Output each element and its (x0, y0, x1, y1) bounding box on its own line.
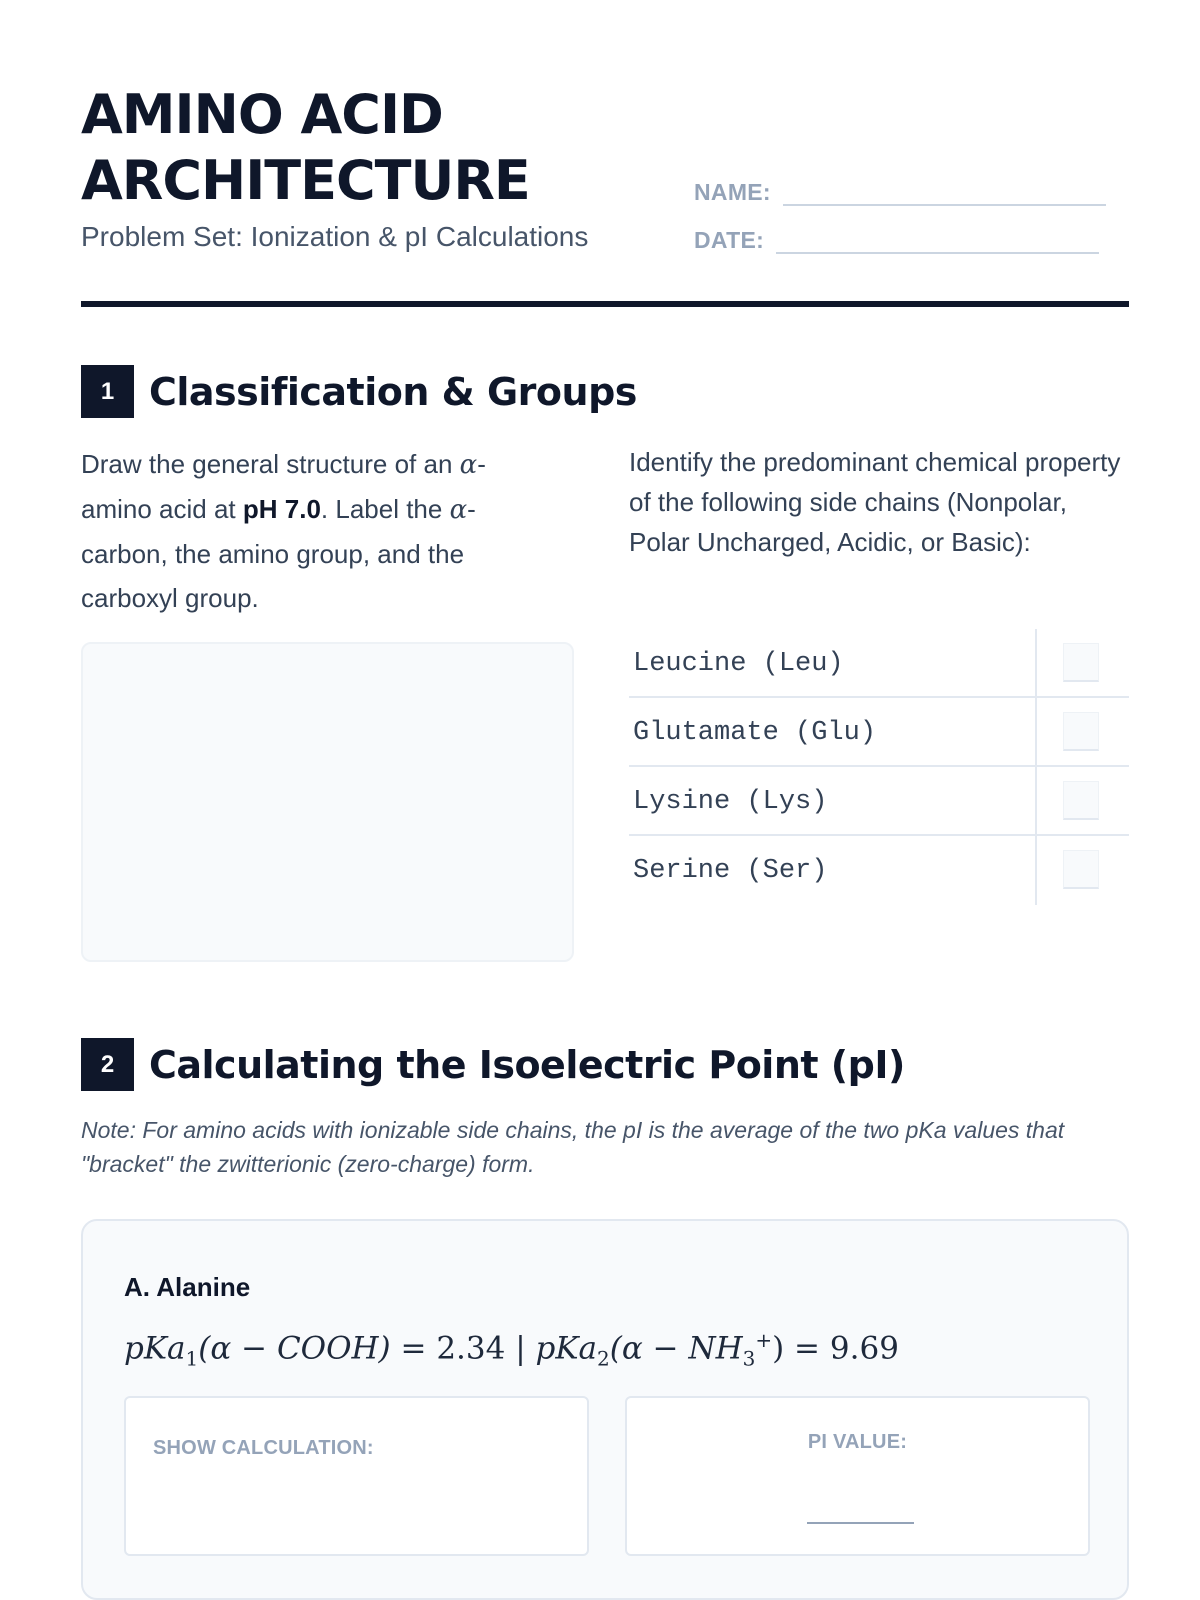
answer-box[interactable] (1063, 781, 1099, 820)
date-write-line[interactable] (776, 234, 1099, 254)
name-write-line[interactable] (783, 186, 1106, 206)
table-row (629, 629, 1129, 698)
table-row (629, 698, 1129, 767)
column-divider (1035, 629, 1037, 696)
title-line-2: ARCHITECTURE (81, 149, 530, 212)
date-label: DATE: (694, 227, 765, 253)
header-divider (81, 301, 1129, 307)
pka2-group: (α − NH (609, 1330, 743, 1367)
amino-acid-name: Leucine (Leu) (633, 649, 844, 679)
name-label: NAME: (694, 179, 771, 205)
side-chain-instruction: Identify the predominant chemical property of the following side chains (Nonpolar, Polar Uncharged, Acidic, or Basic): (629, 447, 1121, 557)
pka1-value: 2.34 (436, 1330, 506, 1367)
alpha-symbol: α (449, 495, 468, 525)
title-line-1: AMINO ACID (81, 83, 443, 146)
calculation-label: SHOW CALCULATION: (153, 1437, 374, 1459)
section-2-header (81, 1038, 905, 1091)
ph-value: pH 7.0 (242, 494, 321, 524)
column-divider (1035, 767, 1037, 834)
alpha-symbol: α (459, 450, 478, 480)
name-field (694, 179, 1106, 206)
structure-instruction: Draw the general structure of an α-amino acid at pH 7.0. Label the α-carbon, the amino group, and the carboxyl group. (81, 449, 486, 613)
answer-box[interactable] (1063, 850, 1099, 889)
page-title (81, 82, 530, 214)
problem-card-alanine (81, 1219, 1129, 1600)
pka-formula: pKa$_1$(α − COOH) = 2.34 | $pKa_2(\alpha - NH_3^+) = 9.69$ (124, 1328, 899, 1371)
table-row (629, 836, 1129, 905)
pka2-value: 9.69 (829, 1330, 899, 1367)
pi-value-label: PI VALUE: (807, 1431, 908, 1453)
pi-answer-line[interactable] (807, 1522, 914, 1524)
table-row (629, 767, 1129, 836)
amino-acid-name: Serine (Ser) (633, 856, 828, 886)
section-2-number: 2 (81, 1038, 134, 1091)
column-divider (1035, 698, 1037, 765)
section-1-number: 1 (81, 365, 134, 418)
section-1-header (81, 365, 637, 418)
amino-acid-name: Lysine (Lys) (633, 787, 828, 817)
column-divider (1035, 836, 1037, 905)
worksheet-page (81, 0, 1129, 1600)
structure-drawing-area[interactable] (81, 642, 574, 962)
answer-box[interactable] (1063, 643, 1099, 682)
amino-acid-name: Glutamate (Glu) (633, 718, 877, 748)
section-1-title: Classification & Groups (149, 369, 637, 414)
side-chain-table (629, 629, 1129, 905)
answer-box[interactable] (1063, 712, 1099, 751)
pka1-group: (α − COOH) (198, 1330, 391, 1367)
problem-label: A. Alanine (124, 1272, 251, 1302)
page-subtitle: Problem Set: Ionization & pI Calculations (81, 221, 589, 252)
pi-value-box[interactable] (625, 1396, 1090, 1556)
date-field (694, 227, 1099, 254)
section-2-title: Calculating the Isoelectric Point (pI) (149, 1042, 905, 1087)
pi-note: Note: For amino acids with ionizable side chains, the pI is the average of the two pKa values that "bracket" the zwitterionic (zero-charge) form. (81, 1117, 1065, 1177)
calculation-box[interactable] (124, 1396, 589, 1556)
